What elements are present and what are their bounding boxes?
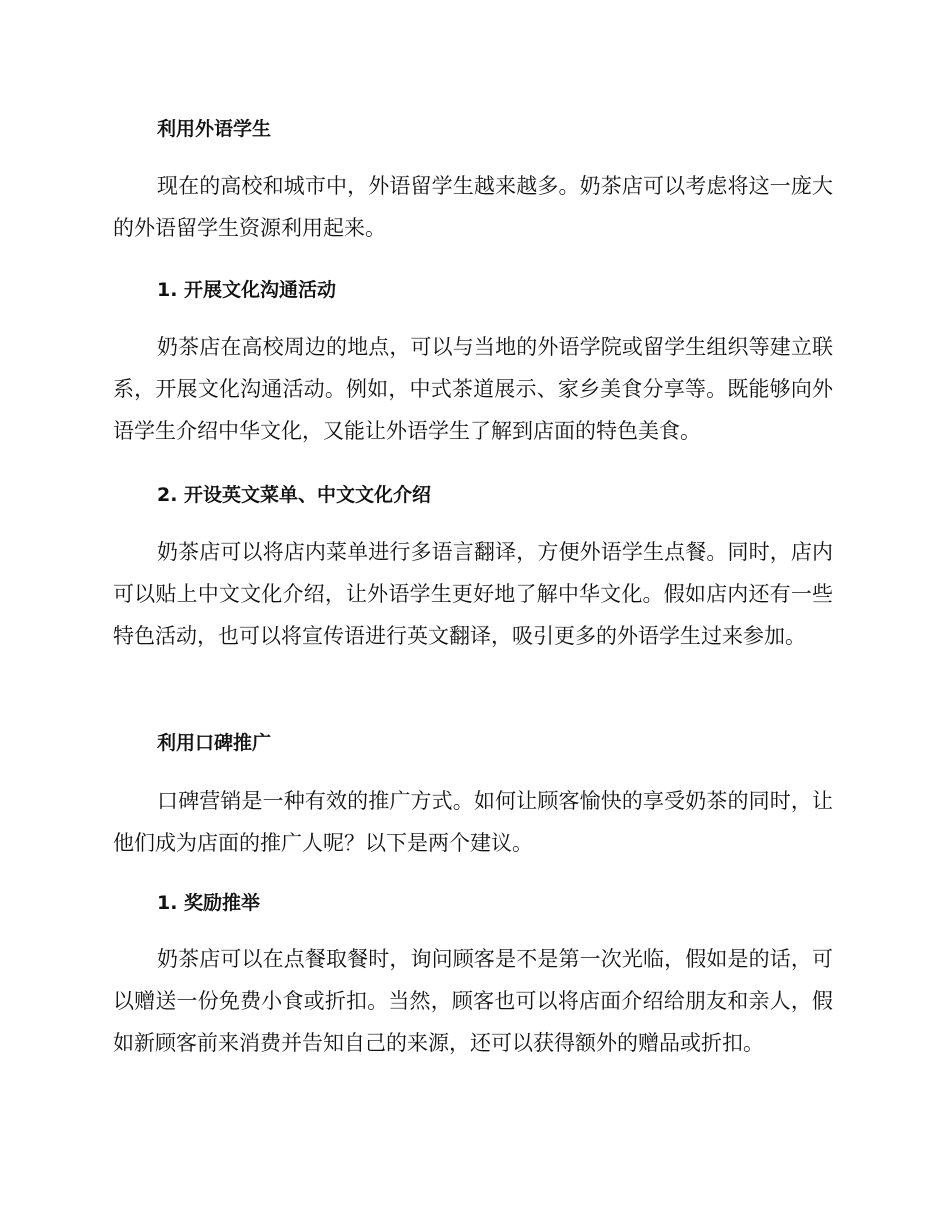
section-heading-cultural-exchange: 1. 开展文化沟通活动 [157,279,337,301]
section-heading-english-menu: 2. 开设英文菜单、中文文化介绍 [157,484,432,506]
section-heading-word-of-mouth: 利用口碑推广 [157,732,272,754]
section-paragraph-cultural-exchange: 奶茶店在高校周边的地点，可以与当地的外语学院或留学生组织等建立联系，开展文化沟通活动。例如，中式茶道展示、家乡美食分享等。既能够向外语学生介绍中华文化，又能让外语学生了解到店面的特色美食。 [113,335,833,443]
section-paragraph-referral-rewards: 奶茶店可以在点餐取餐时，询问顾客是不是第一次光临，假如是的话，可以赠送一份免费小食或折扣。当然，顾客也可以将店面介绍给朋友和亲人，假如新顾客前来消费并告知自己的来源，还可以获得额外的赠品或折扣。 [113,947,833,1055]
section-heading-foreign-students: 利用外语学生 [157,118,272,140]
section-paragraph-foreign-students: 现在的高校和城市中，外语留学生越来越多。奶茶店可以考虑将这一庞大的外语留学生资源利用起来。 [113,174,833,240]
section-paragraph-word-of-mouth: 口碑营销是一种有效的推广方式。如何让顾客愉快的享受奶茶的同时，让他们成为店面的推广人呢？以下是两个建议。 [113,789,833,855]
section-heading-referral-rewards: 1. 奖励推举 [157,892,261,914]
section-paragraph-english-menu: 奶茶店可以将店内菜单进行多语言翻译，方便外语学生点餐。同时，店内可以贴上中文文化介绍，让外语学生更好地了解中华文化。假如店内还有一些特色活动，也可以将宣传语进行英文翻译，吸引更多的外语学生过来参加。 [113,540,833,648]
